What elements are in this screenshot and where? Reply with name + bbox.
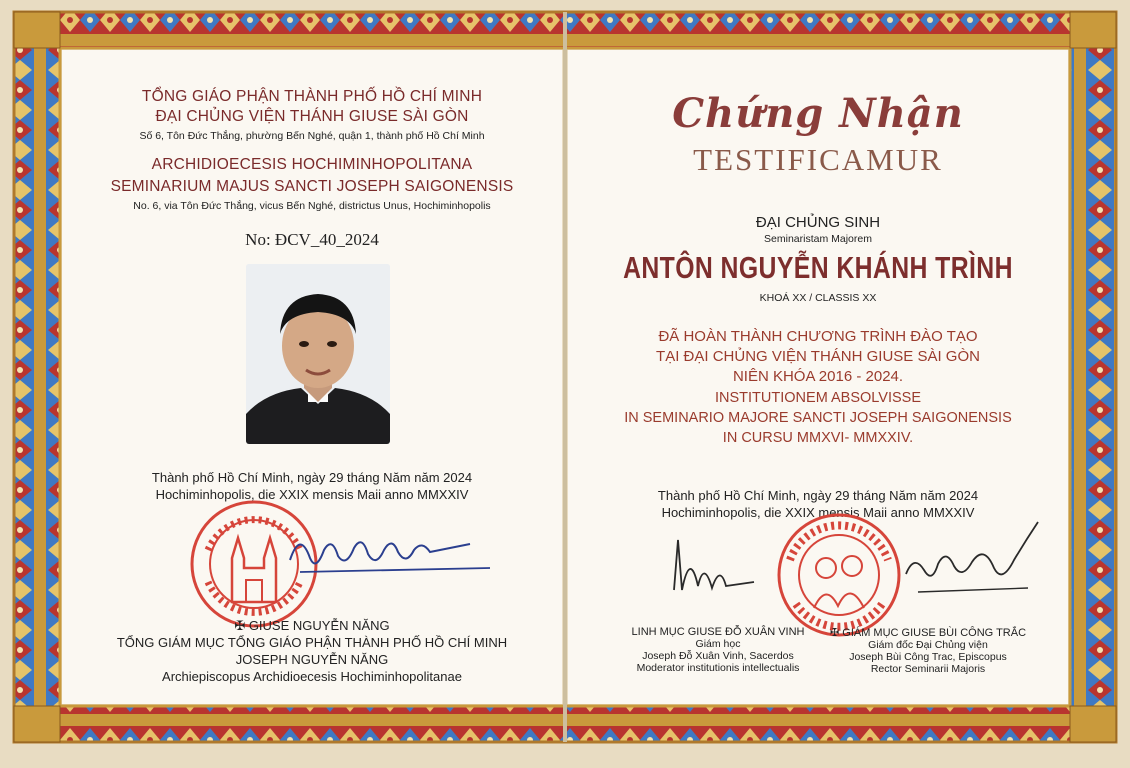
archbishop-title-vi: TỔNG GIÁM MỤC TỔNG GIÁO PHẬN THÀNH PHỐ HỒ CHÍ MINH bbox=[116, 635, 508, 650]
completion-line-3-la: IN CURSU MMXVI- MMXXIV. bbox=[722, 430, 914, 446]
left-page bbox=[62, 50, 562, 704]
completion-line-2-vi: TẠI ĐẠI CHỦNG VIỆN THÁNH GIUSE SÀI GÒN bbox=[656, 348, 980, 365]
archbishop-signature bbox=[280, 510, 500, 590]
address-la: No. 6, via Tôn Đức Thắng, vicus Bến Nghé, districtus Unus, Hochiminhopolis bbox=[133, 200, 491, 212]
rector-role-vi: Giám đốc Đại Chủng viện bbox=[868, 639, 988, 651]
prefect-role-vi: Giám học bbox=[695, 638, 741, 650]
prefect-name: LINH MỤC GIUSE ĐỖ XUÂN VINH bbox=[631, 626, 805, 638]
archbishop-title-la: Archiepiscopus Archidioecesis Hochiminhopolitanae bbox=[162, 669, 462, 684]
issue-date-la: Hochiminhopolis, die XXIX mensis Maii anno MMXXIV bbox=[155, 487, 469, 502]
portrait-photo bbox=[246, 264, 390, 444]
issue-date-vi-right: Thành phố Hồ Chí Minh, ngày 29 tháng Năm năm 2024 bbox=[657, 488, 979, 503]
prefect-signature-block bbox=[618, 626, 818, 674]
diocese-name-la: ARCHIDIOECESIS HOCHIMINHOPOLITANA bbox=[151, 156, 473, 173]
seminary-seal bbox=[774, 510, 904, 640]
graduate-name: ANTÔN NGUYỄN KHÁNH TRÌNH bbox=[623, 250, 1013, 285]
certificate-title-vi: Chứng Nhận bbox=[672, 90, 964, 137]
issue-date-vi: Thành phố Hồ Chí Minh, ngày 29 tháng Năm năm 2024 bbox=[151, 470, 473, 485]
role-la: Seminaristam Majorem bbox=[764, 233, 872, 245]
archbishop-name-vi: ✠ GIUSE NGUYỄN NĂNG bbox=[234, 618, 390, 633]
prefect-signature bbox=[664, 520, 774, 610]
rector-signature bbox=[898, 514, 1048, 604]
class-label: KHOÁ XX / CLASSIS XX bbox=[759, 292, 877, 304]
certificate-number: No: ĐCV_40_2024 bbox=[245, 230, 379, 249]
diocese-name-vi: TỔNG GIÁO PHẬN THÀNH PHỐ HỒ CHÍ MINH bbox=[141, 88, 483, 105]
completion-line-3-vi: NIÊN KHÓA 2016 - 2024. bbox=[732, 368, 904, 385]
rector-name: ✠ GIÁM MỤC GIUSE BÙI CÔNG TRẮC bbox=[829, 627, 1027, 639]
completion-line-1-vi: ĐÃ HOÀN THÀNH CHƯƠNG TRÌNH ĐÀO TẠO bbox=[658, 328, 978, 345]
rector-name-la: Joseph Bùi Công Trac, Episcopus bbox=[849, 651, 1007, 663]
prefect-name-la: Joseph Đỗ Xuân Vinh, Sacerdos bbox=[642, 650, 794, 662]
archbishop-name-la: JOSEPH NGUYỄN NĂNG bbox=[235, 652, 389, 667]
completion-line-2-la: IN SEMINARIO MAJORE SANCTI JOSEPH SAIGONENSIS bbox=[624, 410, 1012, 426]
issue-date-la-right: Hochiminhopolis, die XXIX mensis Maii anno MMXXIV bbox=[661, 505, 975, 520]
right-page bbox=[568, 50, 1068, 704]
seminary-name-vi: ĐẠI CHỦNG VIỆN THÁNH GIUSE SÀI GÒN bbox=[155, 108, 469, 125]
rector-signature-block bbox=[828, 626, 1028, 675]
address-vi: Số 6, Tôn Đức Thắng, phường Bến Nghé, quận 1, thành phố Hồ Chí Minh bbox=[139, 130, 485, 142]
role-vi: ĐẠI CHỦNG SINH bbox=[755, 214, 881, 231]
completion-line-1-la: INSTITUTIONEM ABSOLVISSE bbox=[715, 390, 921, 406]
seminary-name-la: SEMINARIUM MAJUS SANCTI JOSEPH SAIGONENSIS bbox=[110, 178, 514, 195]
rector-role-la: Rector Seminarii Majoris bbox=[870, 663, 986, 675]
prefect-role-la: Moderator institutionis intellectualis bbox=[636, 662, 800, 674]
certificate-title-la: TESTIFICAMUR bbox=[693, 142, 943, 177]
